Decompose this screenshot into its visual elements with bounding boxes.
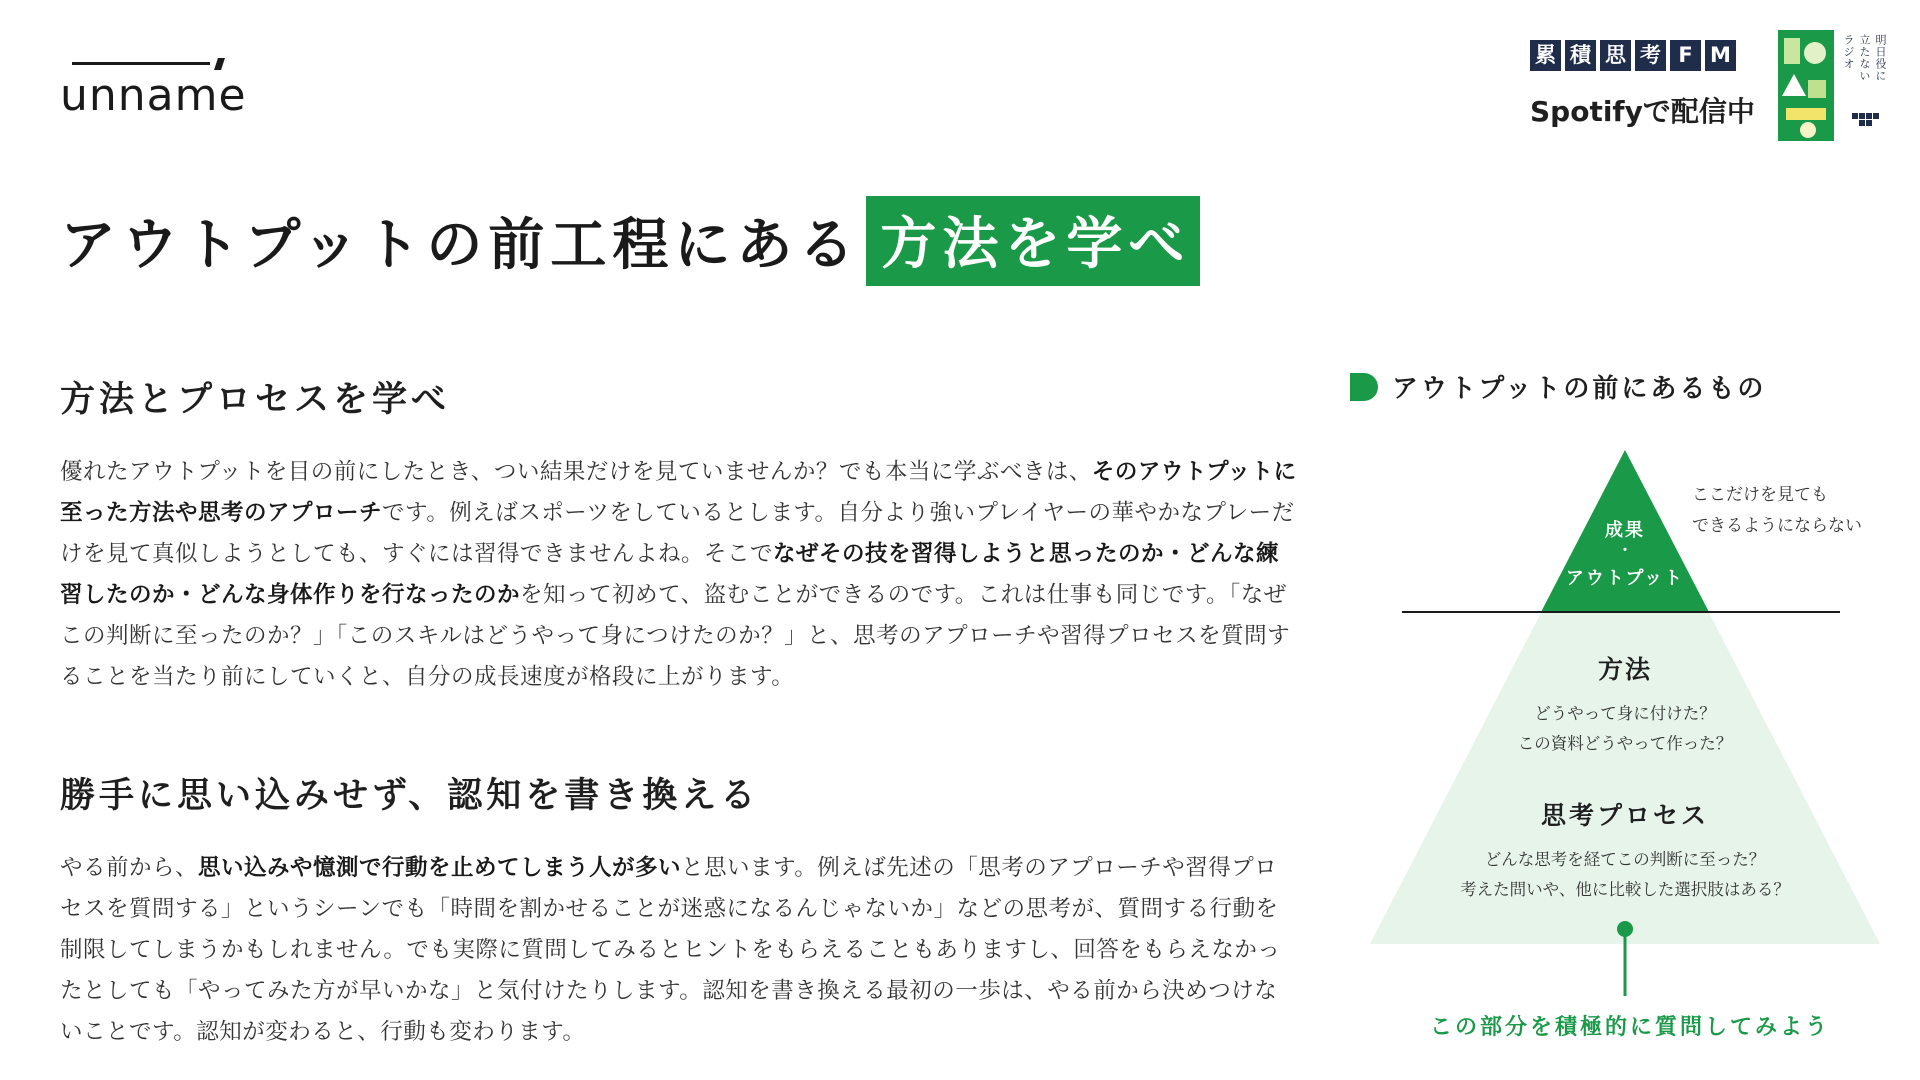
process-question-1: どんな思考を経てこの判断に至った？ [1484, 850, 1766, 869]
podcast-mini-mark [1850, 113, 1880, 126]
text-run: です。例えばスポーツをしているとします。自分より強いプレイヤーの華やかなプレーだけを見て真似しようとしても、すぐには習得できませんよね。そこで [60, 500, 1295, 567]
podcast-char: 積 [1565, 40, 1596, 71]
tagline-line: 立たない [1858, 34, 1871, 82]
cta-pointer [1610, 920, 1640, 1000]
podcast-char: F [1670, 40, 1701, 71]
text-run: 優れたアウトプットを目の前にしたとき、つい結果だけを見ていませんか？でも本当に学ぶべきは、 [60, 459, 1092, 485]
text-run-bold: 思い込みや憶測で行動を止めてしまう人が多い [198, 855, 682, 881]
podcast-char: M [1705, 40, 1736, 71]
method-question-2: この資料どうやって作った？ [1517, 734, 1733, 753]
process-question-2: 考えた問いや、他に比較した選択肢はある？ [1460, 880, 1790, 899]
podcast-cover-art [1778, 30, 1834, 141]
page-title [60, 196, 1200, 286]
apex-note-1: ここだけを見ても [1692, 485, 1828, 505]
section-paragraph-cognition [60, 848, 1300, 1053]
text-run-bold: そのアウトプットに至った方法や思考のアプローチ [60, 459, 1297, 526]
text-run: と思います。例えば先述の「思考のアプローチや習得プロセスを質問する」というシーンでも「時間を割かせることが迷惑になるんじゃないか」などの思考が、質問する行動を制限してしまうかもしれません。でも実際に質問してみるとヒントをもらえることもありますし、回答をもらえなかったとしても「やってみた方が早いかな」と気付けたりします。認知を書き換える最初の一歩は、やる前から決めつけないことです。認知が変わると、行動も変わります。 [60, 855, 1281, 1045]
section-heading-cognition: 勝手に思い込みせず、認知を書き換える [60, 776, 760, 816]
section-paragraph-method [60, 452, 1300, 698]
text-run-bold: なぜその技を習得しようと思ったのか・どんな練習したのか・どんな身体作りを行なったのか [60, 541, 1280, 608]
logo-rule [72, 62, 210, 65]
diagram-call-to-action: この部分を積極的に質問してみよう [1429, 1015, 1830, 1040]
tagline-line: ラジオ [1842, 34, 1855, 70]
apex-note-2: できるようにならない [1692, 516, 1862, 536]
process-title: 思考プロセス [1540, 801, 1709, 830]
text-run: やる前から、 [60, 855, 199, 881]
brand-logo [60, 58, 250, 121]
pyramid-diagram [1370, 450, 1880, 950]
heading-marker-icon [1350, 373, 1378, 401]
apex-label-dot: ・ [1618, 543, 1632, 559]
podcast-char: 累 [1530, 40, 1561, 71]
title-highlight: 方法を学べ [866, 196, 1200, 286]
logo-apostrophe [214, 58, 225, 70]
diagram-heading [1350, 368, 1766, 405]
diagram-heading-text: アウトプットの前にあるもの [1392, 374, 1767, 404]
podcast-name-boxes [1530, 40, 1736, 71]
method-title: 方法 [1597, 655, 1652, 684]
podcast-char: 考 [1635, 40, 1666, 71]
logo-text: unname [60, 70, 247, 121]
section-heading-method: 方法とプロセスを学べ [60, 380, 451, 420]
podcast-tagline [1838, 34, 1888, 104]
tagline-line: 明日役に [1874, 34, 1887, 82]
apex-label-output: アウトプット [1565, 568, 1685, 589]
text-run: を知って初めて、盗むことができるのです。これは仕事も同じです。「なぜこの判断に至ったのか？」「このスキルはどうやって身につけたのか？」と、思考のアプローチや習得プロセスを質問することを当たり前にしていくと、自分の成長速度が格段に上がります。 [60, 582, 1291, 690]
spotify-text: Spotifyで配信中 [1530, 95, 1755, 128]
podcast-char: 思 [1600, 40, 1631, 71]
method-question-1: どうやって身に付けた？ [1534, 704, 1716, 723]
title-prefix: アウトプットの前工程にある [60, 213, 861, 278]
apex-label-result: 成果 [1605, 520, 1645, 541]
